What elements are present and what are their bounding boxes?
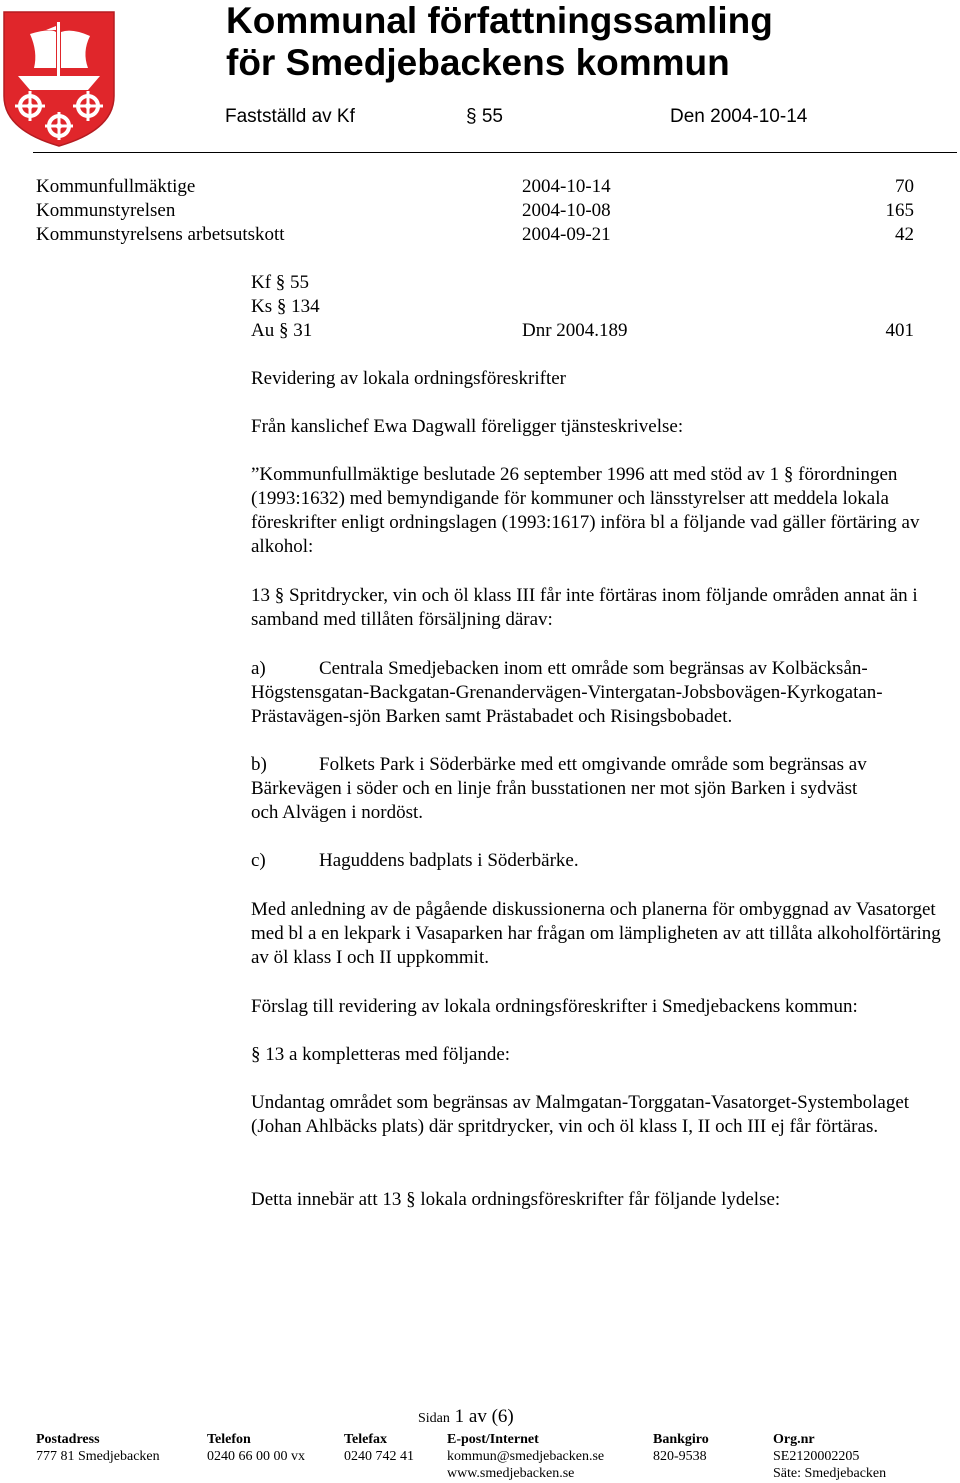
footer-bankgiro — [653, 1431, 709, 1465]
footer-fax — [344, 1431, 414, 1465]
footer-value: 0240 742 41 — [344, 1449, 414, 1464]
footer-heading: Telefon — [207, 1432, 251, 1447]
background-paragraph: Med anledning av de pågående diskussionerna och planerna för ombyggnad av Vasatorget med bl a en lekpark i Vasaparken har frågan om lämpligheten av att tillåta alkoholförtäring av öl klass I och II uppkommit. — [251, 899, 941, 968]
municipal-coat-of-arms-logo — [0, 8, 118, 148]
footer-email[interactable]: kommun@smedjebacken.se — [447, 1449, 605, 1464]
list-item-text: Haguddens badplats i Söderbärke. — [319, 850, 579, 871]
body-name: Kommunstyrelsens arbetsutskott — [36, 224, 285, 245]
page-word: Sidan — [418, 1411, 450, 1426]
header-divider — [33, 152, 957, 153]
body-date: 2004-09-21 — [522, 224, 611, 245]
document-title-line-1: Kommunal författningssamling — [226, 0, 773, 41]
list-item-label: a) — [251, 658, 266, 679]
list-item-text: Högstensgatan-Backgatan-Grenandervägen-Vintergatan-Jobsbovägen-Kyrkogatan- — [251, 682, 883, 703]
footer-heading: Bankgiro — [653, 1432, 709, 1447]
reference-number: 401 — [885, 320, 914, 341]
body-number: 42 — [895, 224, 914, 245]
footer-value: 0240 66 00 00 vx — [207, 1449, 305, 1464]
supplement-paragraph: § 13 a kompletteras med följande: — [251, 1044, 511, 1065]
diary-number: Dnr 2004.189 — [522, 320, 628, 341]
footer-phone — [207, 1431, 305, 1465]
subject-heading: Revidering av lokala ordningsföreskrifter — [251, 368, 566, 389]
list-item-text: Bärkevägen i söder och en linje från busstationen ner mot sjön Barken i sydväst — [251, 778, 858, 799]
list-item-text: och Alvägen i nordöst. — [251, 802, 424, 823]
list-item-label: b) — [251, 754, 267, 775]
footer-value: SE2120002205 — [773, 1449, 860, 1464]
exception-paragraph: Undantag området som begränsas av Malmgatan-Torggatan-Vasatorget-Systembolaget (Johan Ahlbäcks plats) där spritdrycker, vin och öl klass I, II och III ej får förtäras. — [251, 1092, 910, 1137]
body-number: 70 — [895, 176, 914, 197]
body-name: Kommunfullmäktige — [36, 176, 196, 197]
footer-website[interactable]: www.smedjebacken.se — [447, 1466, 575, 1481]
list-item-text: Centrala Smedjebacken inom ett område som begränsas av Kolbäcksån- — [319, 658, 868, 679]
conclusion-paragraph: Detta innebär att 13 § lokala ordningsföreskrifter får följande lydelse: — [251, 1189, 781, 1210]
list-item-label: c) — [251, 850, 266, 871]
paragraph-number: § 55 — [466, 106, 503, 127]
body-name: Kommunstyrelsen — [36, 200, 176, 221]
established-by: Fastställd av Kf — [225, 106, 355, 127]
footer-email-web — [447, 1431, 604, 1482]
footer-heading: Postadress — [36, 1432, 100, 1447]
body-number: 165 — [885, 200, 914, 221]
footer-org-number — [773, 1431, 886, 1482]
body-date: 2004-10-14 — [522, 176, 611, 197]
document-title-line-2: för Smedjebackens kommun — [226, 42, 730, 83]
footer-value: Säte: Smedjebacken — [773, 1466, 887, 1481]
ref-kf: Kf § 55 — [251, 272, 310, 293]
footer-value: 777 81 Smedjebacken — [36, 1449, 160, 1464]
proposal-paragraph: Förslag till revidering av lokala ordningsföreskrifter i Smedjebackens kommun: — [251, 996, 858, 1017]
footer-postal — [36, 1431, 160, 1465]
quoted-decision-paragraph: ”Kommunfullmäktige beslutade 26 september 1996 att med stöd av 1 § förordningen (1993:1632) med bemyndigande för kommuner och länsstyrelser att meddela lokala föreskrifter enligt ordningslagen (1993:1617) införa bl a följande vad gäller förtäring av alkohol: — [251, 464, 920, 557]
list-item-text: Prästavägen-sjön Barken samt Prästabadet och Risingsbobadet. — [251, 706, 733, 727]
footer-heading: Telefax — [344, 1432, 388, 1447]
footer-value: 820-9538 — [653, 1449, 707, 1464]
ref-au: Au § 31 — [251, 320, 313, 341]
decision-date: Den 2004-10-14 — [670, 106, 808, 127]
ref-ks: Ks § 134 — [251, 296, 320, 317]
page-indicator — [418, 1406, 514, 1430]
page-of: 1 av (6) — [454, 1406, 514, 1427]
body-date: 2004-10-08 — [522, 200, 611, 221]
footer-heading: E-post/Internet — [447, 1432, 539, 1447]
intro-paragraph: Från kanslichef Ewa Dagwall föreligger tjänsteskrivelse: — [251, 416, 684, 437]
section-13-paragraph: 13 § Spritdrycker, vin och öl klass III får inte förtäras inom följande områden annat än i samband med tillåten försäljning därav: — [251, 585, 918, 630]
footer-heading: Org.nr — [773, 1432, 815, 1447]
list-item-text: Folkets Park i Söderbärke med ett omgivande område som begränsas av — [319, 754, 867, 775]
